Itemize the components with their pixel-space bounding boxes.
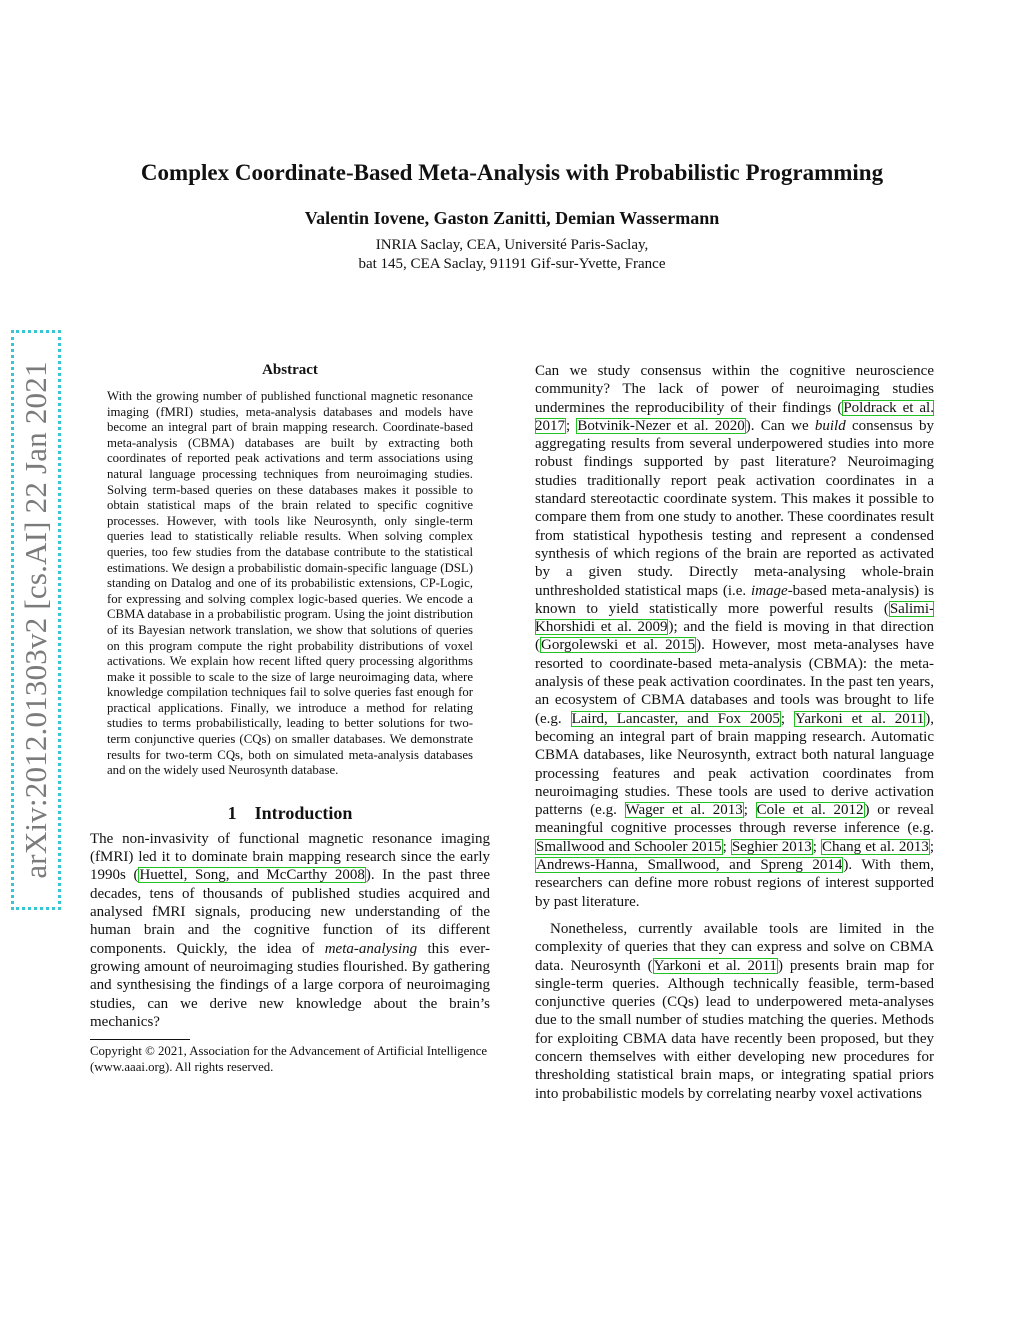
affiliation	[0, 236, 1024, 274]
abstract-text: With the growing number of published functional magnetic resonance imaging (fMRI) studies, meta-analysis databases and models have become an integral part of brain mapping research. Coordinate-based meta-analysis (CBMA) databases are built by extracting both coordinates of reported peak activations and term associations using natural language processing techniques from neuroimaging studies. Solving term-based queries on these databases makes it possible to obtain statistical maps of the brain related to specific cognitive processes. However, with tools like Neurosynth, only single-term queries lead to statistically reliable results. When solving complex queries, too few studies from the database contribute to the statistical estimations. We design a probabilistic domain-specific language (DSL) standing on Datalog and one of its probabilistic extensions, CP-Logic, for expressing and solving complex logic-based queries. We encode a CBMA database in a probabilistic program. Using the joint distribution of its Bayesian network translation, we show that solutions of queries on this program compute the right probability distributions of voxel activations. We explain how recent lifted query processing algorithms make it possible to scale to the size of large neuroimaging data, where knowledge compilation techniques fail to solve queries fast enough for practical applications. Finally, we introduce a method for relating studies to terms probabilistically, leading to better solutions for two-term conjunctive queries (CQs) on smaller databases. We demonstrate results for two-term CQs, both on simulated meta-analysis databases and on the widely used Neurosynth database.	[107, 389, 473, 778]
paper-title: Complex Coordinate-Based Meta-Analysis with Probabilistic Programming	[140, 160, 884, 185]
footnote-rule	[90, 1039, 190, 1040]
citation-link[interactable]: Cole et al. 2012	[756, 802, 864, 819]
citation-link[interactable]: Huettel, Song, and McCarthy 2008	[139, 867, 365, 884]
citation-link[interactable]: Botvinik-Nezer et al. 2020	[577, 417, 745, 434]
affiliation-line-1: INRIA Saclay, CEA, Université Paris-Saclay,	[375, 237, 649, 253]
section-number: 1	[227, 802, 237, 823]
citation-link[interactable]: Smallwood and Schooler 2015	[536, 838, 722, 855]
citation-link[interactable]: Yarkoni et al. 2011	[653, 957, 777, 974]
abstract-heading: Abstract	[262, 362, 318, 378]
citation-link[interactable]: Wager et al. 2013	[625, 802, 743, 819]
right-column	[535, 362, 934, 1103]
citation-link[interactable]: Chang et al. 2013	[822, 838, 929, 855]
intro-paragraph-1: The non-invasivity of functional magnetic resonance imaging (fMRI) led it to dominate brain mapping research since the early 1990s (Huettel, Song, and McCarthy 2008). In the past three decades, tens of thousands of published studies acquired and analysed fMRI signals, producing new understanding of the human brain and the cognitive function of its different components. Quickly, the idea of meta-analysing this ever-growing amount of neuroimaging studies flourished. By gathering and synthesising the findings of a large corpora of neuroimaging studies, can we derive new knowledge about the brain’s mechanics?	[90, 830, 490, 1030]
copyright-footnote: Copyright © 2021, Association for the Advancement of Artificial Intelligence (www.aaai.org). All rights reserved.	[90, 1044, 488, 1074]
citation-link[interactable]: Seghier 2013	[731, 838, 812, 855]
arxiv-stamp[interactable]	[11, 330, 61, 910]
citation-link[interactable]: Poldrack et al. 2017	[535, 399, 934, 434]
citation-link[interactable]: Salimi-Khorshidi et al. 2009	[535, 600, 934, 636]
citation-link[interactable]: Laird, Lancaster, and Fox 2005	[571, 710, 780, 727]
citation-link[interactable]: Yarkoni et al. 2011	[795, 710, 925, 727]
body-paragraph-2: Nonetheless, currently available tools are limited in the complexity of queries that they can express and solve on CBMA data. Neurosynth (Yarkoni et al. 2011) presents brain map for single-term queries. Although technically feasible, term-based conjunctive queries (CQs) lead to underpowered meta-analyses due to the small number of studies matching the queries. Methods for exploiting CBMA data have recently been proposed, but they concern themselves with either developing new procedures for thresholding statistical brain maps, or integrating spatial priors into probabilistic models by correlating nearby voxel activations	[535, 920, 934, 1102]
affiliation-line-2: bat 145, CEA Saclay, 91191 Gif-sur-Yvette, France	[358, 256, 666, 272]
citation-link[interactable]: Gorgolewski et al. 2015	[541, 637, 696, 654]
arxiv-identifier[interactable]: arXiv:2012.01303v2 [cs.AI] 22 Jan 2021	[18, 361, 53, 879]
author-list: Valentin Iovene, Gaston Zanitti, Demian Wassermann	[304, 208, 720, 228]
section-heading-introduction	[90, 803, 490, 824]
citation-link[interactable]: Andrews-Hanna, Smallwood, and Spreng 2014	[536, 857, 843, 874]
section-title: Introduction	[254, 802, 353, 823]
body-paragraph-1: Can we study consensus within the cognitive neuroscience community? The lack of power of neuroimaging studies undermines the reproducibility of their findings (Poldrack et al. 2017; Botvinik-Nezer et al. 2020). Can we build consensus by aggregating results from several underpowered studies into more robust findings supported by past literature? Neuroimaging studies traditionally report peak activation coordinates in a standard stereotactic coordinate system. This makes it possible to compare them from one study to another. These coordinates result from statistical hypothesis testing and represent a condensed synthesis of which regions of the brain are reported as activated by a given study. Directly meta-analysing whole-brain unthresholded statistical maps (i.e. image-based meta-analysis) is known to yield statistically more powerful results (Salimi-Khorshidi et al. 2009); and the field is moving in that direction (Gorgolewski et al. 2015). However, most meta-analyses have resorted to coordinate-based meta-analysis (CBMA): the meta-analysis of these peak activation coordinates. In the past ten years, an ecosystem of CBMA databases and tools was brought to life (e.g. Laird, Lancaster, and Fox 2005; Yarkoni et al. 2011), becoming an integral part of brain mapping research. Automatic CBMA databases, like Neurosynth, extract both natural language processing features and peak activation coordinates from neuroimaging studies. These tools are used to derive activation patterns (e.g. Wager et al. 2013; Cole et al. 2012) or reveal meaningful cognitive processes through reverse inference (e.g. Smallwood and Schooler 2015; Seghier 2013; Chang et al. 2013; Andrews-Hanna, Smallwood, and Spreng 2014). With them, researchers can define more robust regions of interest supported by past literature.	[535, 363, 935, 910]
left-column	[90, 362, 490, 1075]
